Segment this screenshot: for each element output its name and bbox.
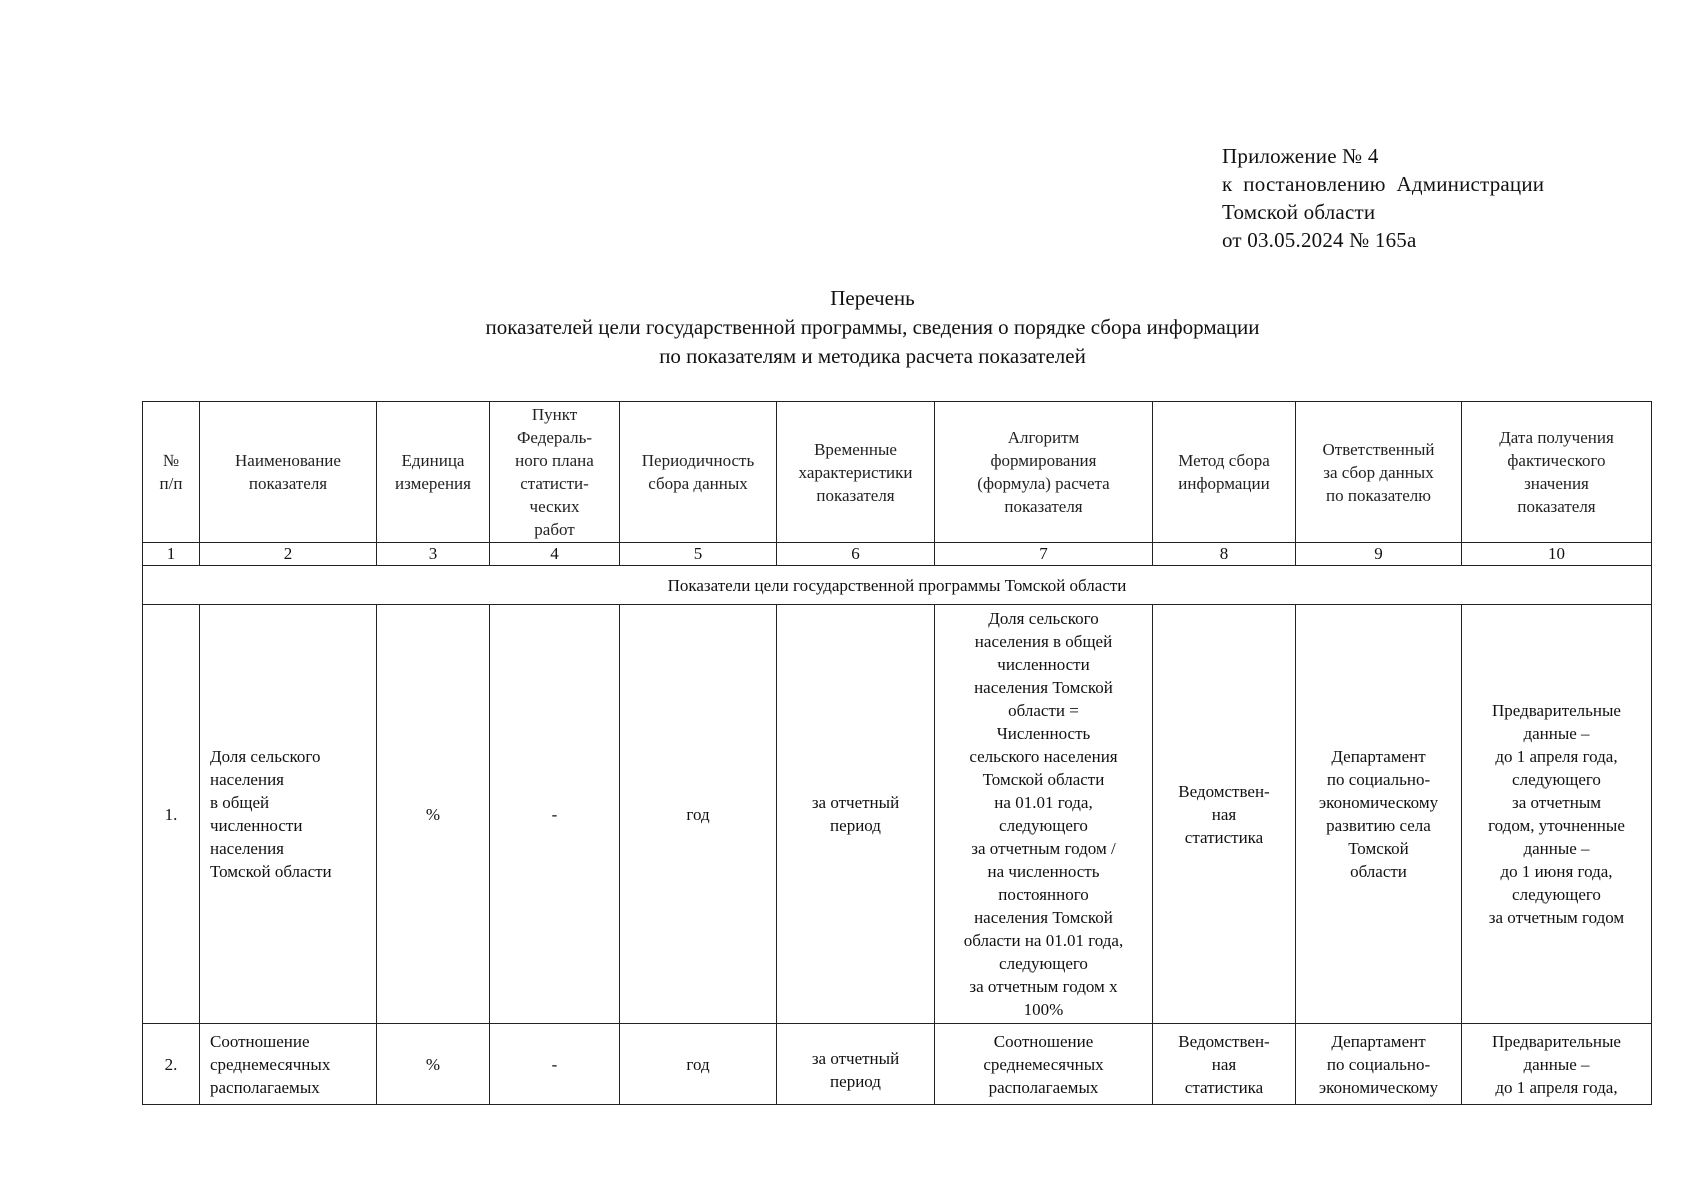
column-numbers-row — [143, 543, 1652, 566]
indicator-federal-plan: - — [490, 1024, 620, 1105]
column-number: 8 — [1153, 543, 1296, 566]
title-line-1: Перечень — [830, 286, 915, 310]
indicator-name: Соотношение среднемесячных располагаемых — [200, 1024, 377, 1105]
header-cell-algorithm: Алгоритм формирования (формула) расчета показателя — [935, 402, 1153, 543]
indicator-federal-plan: - — [490, 605, 620, 1024]
indicators-table — [142, 401, 1652, 1105]
table-row — [143, 605, 1652, 1024]
indicator-method: Ведомствен- ная статистика — [1153, 605, 1296, 1024]
indicator-algorithm: Соотношение среднемесячных располагаемых — [935, 1024, 1153, 1105]
header-cell-number: № п/п — [143, 402, 200, 543]
table-row — [143, 1024, 1652, 1105]
header-cell-time-characteristics: Временные характеристики показателя — [777, 402, 935, 543]
column-number: 1 — [143, 543, 200, 566]
header-cell-name: Наименование показателя — [200, 402, 377, 543]
appendix-line-4: от 03.05.2024 № 165а — [1222, 228, 1417, 252]
table-header-row — [143, 402, 1652, 543]
column-number: 6 — [777, 543, 935, 566]
indicator-periodicity: год — [620, 1024, 777, 1105]
appendix-line-3: Томской области — [1222, 200, 1376, 224]
header-cell-periodicity: Периодичность сбора данных — [620, 402, 777, 543]
indicator-periodicity: год — [620, 605, 777, 1024]
header-cell-date: Дата получения фактического значения показателя — [1462, 402, 1652, 543]
section-row — [143, 566, 1652, 605]
document-title — [0, 284, 1698, 371]
column-number: 4 — [490, 543, 620, 566]
row-number: 1. — [143, 605, 200, 1024]
section-title: Показатели цели государственной программы Томской области — [143, 566, 1652, 605]
row-number: 2. — [143, 1024, 200, 1105]
indicator-name: Доля сельского населения в общей численности населения Томской области — [200, 605, 377, 1024]
header-cell-method: Метод сбора информации — [1153, 402, 1296, 543]
column-number: 3 — [377, 543, 490, 566]
column-number: 9 — [1296, 543, 1462, 566]
indicator-responsible: Департамент по социально- экономическому — [1296, 1024, 1462, 1105]
appendix-line-2: к постановлению Администрации — [1222, 172, 1545, 196]
header-cell-unit: Единица измерения — [377, 402, 490, 543]
indicator-time-characteristics: за отчетный период — [777, 1024, 935, 1105]
column-number: 2 — [200, 543, 377, 566]
indicator-responsible: Департамент по социально- экономическому развитию села Томской области — [1296, 605, 1462, 1024]
indicator-date: Предварительные данные – до 1 апреля года, — [1462, 1024, 1652, 1105]
title-line-3: по показателям и методика расчета показателей — [659, 344, 1086, 368]
indicator-algorithm: Доля сельского населения в общей численности населения Томской области = Численность сельского населения Томской области на 01.01 года, следующего за отчетным годом / на численность постоянного населения Томской области на 01.01 года, следующего за отчетным годом х 100% — [935, 605, 1153, 1024]
indicator-unit: % — [377, 605, 490, 1024]
header-cell-responsible: Ответственный за сбор данных по показателю — [1296, 402, 1462, 543]
appendix-line-1: Приложение № 4 — [1222, 144, 1379, 168]
indicator-method: Ведомствен- ная статистика — [1153, 1024, 1296, 1105]
column-number: 7 — [935, 543, 1153, 566]
title-line-2: показателей цели государственной программы, сведения о порядке сбора информации — [485, 315, 1260, 339]
appendix-block — [1222, 142, 1544, 254]
header-cell-federal-plan: Пункт Федераль- ного плана статисти- ческих работ — [490, 402, 620, 543]
indicator-unit: % — [377, 1024, 490, 1105]
column-number: 10 — [1462, 543, 1652, 566]
indicator-date: Предварительные данные – до 1 апреля года, следующего за отчетным годом, уточненные данные – до 1 июня года, следующего за отчетным годом — [1462, 605, 1652, 1024]
column-number: 5 — [620, 543, 777, 566]
indicator-time-characteristics: за отчетный период — [777, 605, 935, 1024]
